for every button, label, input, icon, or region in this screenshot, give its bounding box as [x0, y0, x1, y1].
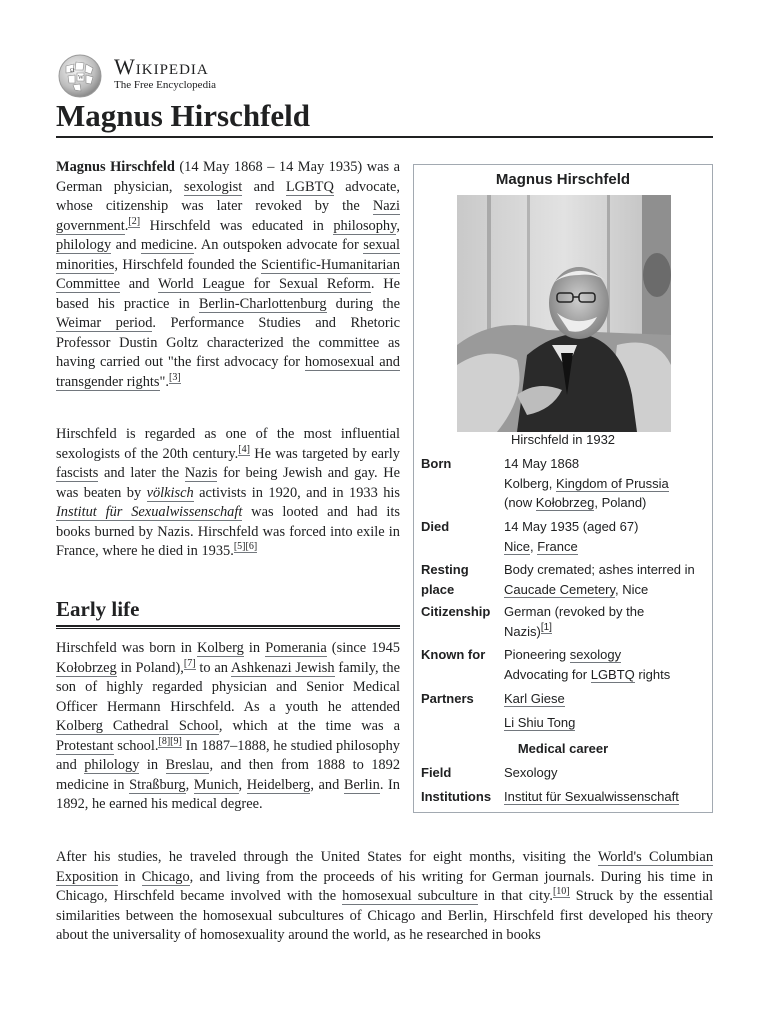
link-strassburg[interactable]: Straßburg: [129, 776, 186, 793]
died-value: [504, 517, 709, 556]
ref-4[interactable]: [4]: [238, 443, 250, 455]
link-nazis[interactable]: Nazis: [184, 465, 218, 481]
early-life-paragraph-2: [56, 848, 713, 946]
link-worlds-columbian-exposition[interactable]: World's Columbian Exposition: [56, 849, 714, 885]
link-ashkenazi-jewish[interactable]: Ashkenazi Jewish: [230, 659, 335, 676]
text: Struck by the essential similarities between the homosexual subcultures of Chicago and Berlin, Hirschfeld first developed his theory about the universality of homosexuality around the world, as he researched in books: [56, 888, 713, 943]
infobox: [413, 164, 713, 813]
citizenship-line-2: [504, 622, 709, 642]
text: Kolberg,: [504, 475, 557, 491]
text: in: [243, 640, 266, 656]
intro-paragraph-1: Magnus Hirschfeld (14 May 1868 – 14 May 1935) was a German physician, sexologist and LGBTQ advocate, whose citizenship was later revoked by the Nazi government.[2] Hirschfeld was educated in philosophy, philology and medicine. An outspoken advocate for sexual minorities, Hirschfeld founded the Scientific-Humanitarian Committee and World League for Sexual Reform. He based his practice in Berlin-Charlottenburg during the Weimar period. Performance Studies and Rhetoric Professor Dustin Goltz characterized the committee as having carried out "the first advocacy for homosexual and transgender rights".[3]: [56, 159, 400, 390]
ref-2[interactable]: [2]: [128, 215, 141, 227]
link-homosexual-transgender-rights[interactable]: homosexual and transgender rights: [56, 354, 400, 390]
intro-paragraph-2: [56, 425, 400, 562]
partners-value: [504, 689, 709, 732]
svg-text:W: W: [78, 75, 84, 81]
wordmark[interactable]: Wikipedia: [114, 54, 209, 79]
link-chicago[interactable]: Chicago: [141, 868, 190, 885]
text: activists in 1920, and in 1933 his: [193, 484, 400, 501]
link-munich[interactable]: Munich: [193, 776, 239, 793]
link-weimar-period[interactable]: Weimar period: [56, 315, 153, 331]
text: in that city.: [477, 888, 553, 904]
section-divider: [56, 625, 400, 629]
text: to an: [195, 659, 231, 676]
field-value: Sexology: [504, 765, 558, 780]
text: In 1887–1888, he studied philosophy and: [56, 737, 400, 773]
link-world-league[interactable]: World League for Sexual Reform: [157, 276, 371, 292]
link-sexology[interactable]: sexology: [569, 647, 622, 662]
partner-1: [504, 689, 709, 709]
photo-caption: Hirschfeld in 1932: [510, 432, 616, 447]
ref-9[interactable]: [9]: [170, 735, 182, 747]
text: Hirschfeld was educated in: [140, 217, 334, 234]
text: (now: [504, 495, 536, 510]
title-divider: [56, 136, 713, 138]
link-breslau[interactable]: Breslau: [165, 757, 210, 773]
text: school.: [113, 737, 159, 754]
text: . In 1892, he earned his medical degree.: [56, 776, 400, 812]
known-for-value: [504, 645, 709, 684]
text: Nazis): [504, 623, 541, 639]
link-lgbtq[interactable]: LGBTQ: [285, 178, 334, 195]
text: advocate, whose citizenship was later revoked by the: [56, 178, 400, 214]
link-kolberg-cathedral-school[interactable]: Kolberg Cathedral School: [56, 718, 219, 734]
link-volkisch[interactable]: völkisch: [146, 484, 194, 501]
born-place: [504, 474, 709, 494]
page-title: Magnus Hirschfeld: [56, 98, 311, 133]
text: and later the: [98, 465, 185, 481]
text: in Poland),: [116, 659, 184, 676]
partners-label: Partners: [421, 691, 474, 706]
link-karl-giese[interactable]: Karl Giese: [504, 691, 565, 706]
link-nice[interactable]: Nice: [504, 538, 531, 554]
link-kolobrzeg-infobox[interactable]: Kołobrzeg: [535, 495, 595, 510]
text: . Performance Studies and Rhetoric Professor Dustin Goltz characterized the committee as having carried out "the first advocacy for: [56, 315, 400, 370]
known-for-line-2: [504, 665, 709, 685]
born-value: [504, 454, 709, 513]
link-berlin-charlottenburg[interactable]: Berlin-Charlottenburg: [198, 295, 327, 312]
ref-7[interactable]: [7]: [183, 657, 196, 669]
known-for-label: Known for: [421, 647, 486, 662]
link-medicine[interactable]: medicine: [140, 237, 194, 253]
text: in: [139, 757, 166, 773]
text: Resting: [421, 562, 469, 577]
link-institut-infobox[interactable]: Institut für Sexualwissenschaft: [504, 789, 679, 804]
link-nazi-government[interactable]: Nazi government: [56, 198, 400, 234]
institutions-value: [504, 787, 709, 807]
link-philology[interactable]: philology: [56, 237, 112, 253]
text: place: [421, 581, 455, 597]
text: . An outspoken advocate for: [193, 237, 364, 253]
text: ".: [159, 373, 169, 390]
link-institut-sexualwissenschaft[interactable]: Institut für Sexualwissenschaft: [56, 504, 243, 520]
text: . He based his practice in: [56, 276, 400, 312]
text: Hirschfeld was born in: [56, 640, 197, 656]
link-scientific-humanitarian-committee[interactable]: Scientific-Humanitarian Committee: [56, 256, 400, 292]
text: , and: [310, 776, 344, 793]
institutions-label: Institutions: [421, 789, 492, 804]
born-place-now: [504, 493, 709, 513]
text: during the: [326, 295, 400, 312]
text: , and living from the proceeds of his writing for German journals. During his time in Chicago, Hirschfeld became involved with the: [56, 868, 714, 904]
link-pomerania[interactable]: Pomerania: [265, 640, 327, 656]
text: , and then from 1888 to 1892 medicine in: [56, 757, 401, 793]
died-label: Died: [421, 519, 450, 534]
text: ,: [238, 776, 247, 793]
text: Pioneering: [504, 647, 570, 662]
link-li-shiu-tong[interactable]: Li Shiu Tong: [504, 714, 576, 730]
citizenship-label: Citizenship: [421, 604, 491, 619]
infobox-title: Magnus Hirschfeld: [495, 171, 631, 188]
known-for-line-1: [504, 645, 709, 665]
text: in: [118, 868, 142, 885]
born-date: 14 May 1868: [504, 456, 580, 471]
born-label: Born: [421, 456, 452, 471]
text: ,: [185, 776, 194, 793]
link-caucade-cemetery[interactable]: Caucade Cemetery: [504, 581, 616, 597]
link-sexologist[interactable]: sexologist: [183, 178, 243, 195]
died-date: 14 May 1935 (aged 67): [504, 519, 639, 534]
text: German (revoked by the: [504, 604, 645, 619]
link-france[interactable]: France: [537, 538, 578, 554]
ref-10[interactable]: [10]: [552, 886, 570, 898]
text: (14 May 1868 – 14 May 1935) was a German physician,: [56, 159, 400, 195]
citizenship-value: [504, 602, 709, 641]
link-philology-2[interactable]: philology: [84, 757, 140, 773]
text: , Nice: [615, 581, 649, 597]
svg-text:Ω: Ω: [70, 68, 75, 74]
text: family, the son of highly regarded physician and Senior Medical Officer Hermann Hirschfeld. As a youth he attended: [56, 659, 400, 715]
section-heading-early-life: Early life: [56, 597, 140, 621]
text: After his studies, he traveled through the United States for eight months, visiting the: [56, 849, 598, 865]
resting-place-label: [421, 560, 501, 599]
partner-2: [504, 713, 709, 733]
text: rights: [634, 666, 671, 682]
text: , Poland): [594, 495, 647, 510]
text: and: [119, 276, 158, 292]
text: for being Jewish and gay. He was beaten by: [56, 465, 400, 501]
ref-8[interactable]: [8]: [158, 735, 171, 747]
medical-career-heading: Medical career: [517, 741, 609, 756]
link-kingdom-of-prussia[interactable]: Kingdom of Prussia: [556, 475, 669, 491]
text: Advocating for: [504, 666, 591, 682]
field-label: Field: [421, 765, 452, 780]
link-kolobrzeg[interactable]: Kołobrzeg: [56, 659, 117, 676]
resting-place-value: [504, 560, 709, 599]
died-place: [504, 537, 709, 557]
text: , Hirschfeld founded the: [114, 256, 261, 273]
text: and: [242, 178, 286, 195]
link-heidelberg[interactable]: Heidelberg: [246, 776, 311, 793]
text: ,: [530, 538, 538, 554]
link-fascists[interactable]: fascists: [56, 465, 99, 481]
text: was looted and had its books burned by Nazis. Hirschfeld was forced into exile in France, where he died in 1935.: [56, 504, 400, 559]
text: and: [111, 237, 141, 253]
link-homosexual-subculture[interactable]: homosexual subculture: [342, 888, 478, 904]
text: Body cremated; ashes interred in: [504, 562, 695, 577]
link-kolberg[interactable]: Kolberg: [196, 640, 244, 656]
ref-3[interactable]: [3]: [169, 371, 181, 383]
text: (since 1945: [326, 640, 401, 656]
link-berlin[interactable]: Berlin: [343, 776, 380, 793]
link-philosophy[interactable]: philosophy: [333, 217, 397, 234]
portrait-photo[interactable]: [457, 195, 671, 432]
early-life-paragraph-1: [56, 639, 400, 815]
subject-name: Magnus Hirschfeld: [56, 159, 175, 175]
ref-5[interactable]: [5]: [233, 541, 246, 553]
wikipedia-globe-logo[interactable]: [56, 52, 104, 100]
ref-1[interactable]: [1]: [540, 622, 552, 634]
text: ,: [396, 217, 400, 234]
link-protestant[interactable]: Protestant: [56, 737, 114, 754]
resting-place-cemetery: [504, 580, 709, 600]
ref-6[interactable]: [6]: [245, 541, 258, 553]
tagline: The Free Encyclopedia: [114, 79, 217, 91]
text: He was targeted by early: [249, 445, 400, 462]
link-lgbtq-infobox[interactable]: LGBTQ: [590, 666, 635, 682]
text: Hirschfeld is regarded as one of the most influential sexologists of the 20th century.: [56, 426, 400, 462]
text: , which at the time was a: [218, 718, 400, 734]
link-sexual-minorities[interactable]: sexual minorities: [56, 237, 400, 273]
